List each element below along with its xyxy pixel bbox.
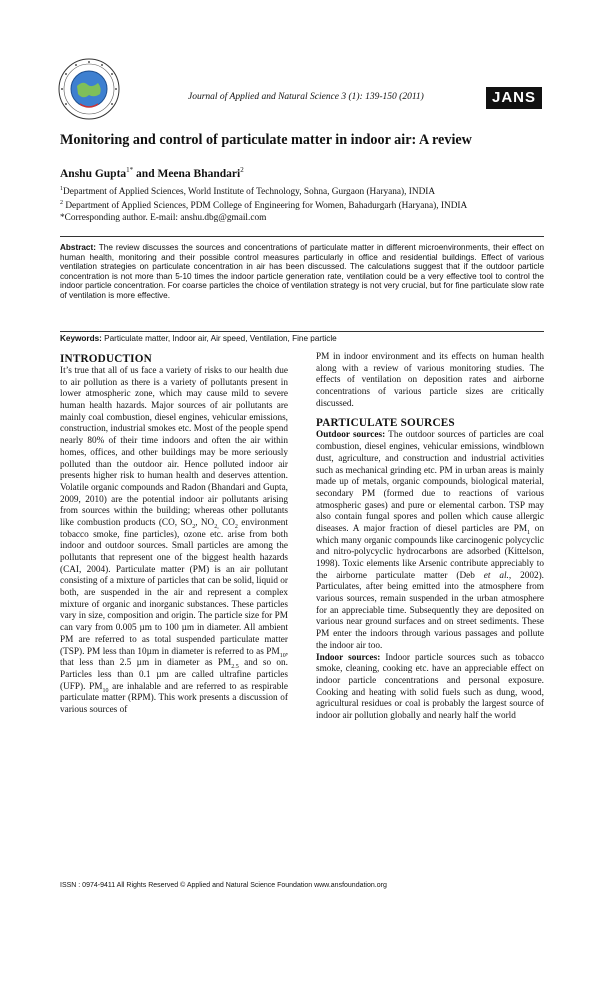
section-heading: PARTICULATE SOURCES xyxy=(316,417,455,430)
subsection-label: Outdoor sources: xyxy=(316,430,386,441)
journal-logo xyxy=(58,58,120,120)
author-name: Anshu Gupta xyxy=(60,167,127,180)
corresponding-author: *Corresponding author. E-mail: anshu.dbg@gmail.com xyxy=(60,213,267,223)
keywords-text: Particulate matter, Indoor air, Air speed, Ventilation, Fine particle xyxy=(101,334,337,343)
left-column xyxy=(60,352,288,717)
body-paragraph: PM in indoor environment and its effects on human health along with a review of various monitoring studies. The effects of ventilation on deposition rates and airborne concentrations of various particle sizes are critically discussed. xyxy=(316,352,544,409)
right-column xyxy=(316,352,544,723)
journal-citation: Journal of Applied and Natural Science 3 (1): 139-150 (2011) xyxy=(188,92,424,102)
divider xyxy=(60,236,544,237)
author-name: Meena Bhandari xyxy=(157,167,241,180)
body-paragraph: Outdoor sources: The outdoor sources of particles are coal combustion, diesel engines, vehicular emissions, windblown dust, agriculture, and construction and industrial activities such as mechanical grinding etc. PM in urban areas is mainly made up of metals, organic compounds, biological material, secondary PM (formed due to reactions of various atmospheric gases) and pure or elemental carbon. TSP may also contain fungal spores and pollen which cause allergic diseases. A major fraction of diesel particles are $PM_1$ on which many organic compounds like carcinogenic polycyclic and nitro-polycyclic hydrocarbons are adsorbed (Kittelson, 1998). Toxic elements like Arsenic contribute appreciably to the airborne particulate matter (Deb et al., 2002). Particulates, after being emitted into the atmosphere from various sources, remain suspended in the urban atmosphere for an appreciable time. Subsequently they are deposited on various near ground surfaces and on street sediments. These PM enter the indoors through various passages and pollute the indoor air too. xyxy=(316,430,545,651)
body-paragraph: It’s true that all of us face a variety of risks to our health due to air pollution as there is a variety of pollutants present in lower atmospheric zone, which may cause mild to severe human health hazards. Major sources of air pollutants are mainly coal combustion, diesel engines, vehicular emissions, construction, industrial smokes etc. Most of the people spend nearly 80% of their time indoors and often the air within homes, offices, and other buildings may be more seriously polluted than the outdoor air. Hence polluted indoor air presents higher risk to human health and deserves attention. Volatile organic compounds and Radon (Bhandari and Gupta, 2009, 2010) are the potential indoor air pollutants arising from sources within the building; whereas other pollutants like combustion products (CO, $SO_2$, $NO_{2,}$ $CO_2$ environment tobacco smoke, fine particles), ozone etc. arise from both indoor and outdoor sources. Small particles are among the pollutants that represent one of the biggest health hazards (CAI, 2004). Particulate matter (PM) is an air pollutant consisting of a mixture of particles that can be solid, liquid or both, are suspended in the air and represent a complex mixture of organic and inorganic substances. These particles vary in size, composition and origin. The particle size for PM can vary from 0.005 µm to 100 µm in diameter. All ambient PM are referred to as total suspended particulate matter (TSP). PM less than 10µm in diameter is referred to as $PM_{10}$, that less than 2.5 µm in diameter as $PM_{2.5}$ and so on. Particles less than 0.1 µm are called ultrafine particles (UFP). $PM_{10}$ are inhalable and are referred to as respirable particulate matter (RPM). This work presents a discussion of various sources of xyxy=(60,366,288,715)
divider xyxy=(60,331,544,332)
author-sup: 1* xyxy=(126,166,134,174)
paper-title: Monitoring and control of particulate matter in indoor air: A review xyxy=(60,132,472,148)
journal-badge: JANS xyxy=(486,87,542,109)
author-conjunction: and xyxy=(133,167,158,180)
abstract xyxy=(60,243,544,301)
authors xyxy=(60,166,244,180)
affiliation: $^2$ Department of Applied Sciences, PDM College of Engineering for Women, Bahadurgarh (Haryana), INDIA xyxy=(60,200,468,212)
author-sup: 2 xyxy=(240,166,244,174)
abstract-label: Abstract: xyxy=(60,243,96,252)
body-paragraph: Indoor sources: Indoor particle sources such as tobacco smoke, cleaning, cooking etc. have an appreciable effect on indoor particle concentrations and personal exposure. Cooking and heating with solid fuels such as dung, wood, agricultural residues or coal is probably the largest source of indoor air pollution globally and nearly half the world xyxy=(316,652,545,721)
keywords xyxy=(60,334,544,343)
affiliation: $^1$Department of Applied Sciences, World Institute of Technology, Sohna, Gurgaon (Haryana), INDIA xyxy=(60,186,436,198)
page-footer: ISSN : 0974-9411 All Rights Reserved © Applied and Natural Science Foundation www.ansfoundation.org xyxy=(60,882,387,889)
keywords-label: Keywords: xyxy=(60,334,102,343)
abstract-text: The review discusses the sources and concentrations of particulate matter in different microenvironments, their effect on human health, monitoring and their possible control measures particularly in office and residential buildings. Effect of various ventilation strategies on particulate concentration in air has been discussed. The calculations suggest that if the outdoor particle concentration is not more than 5-10 times the indoor particle generation rate, ventilation could be a very effective tool to control the indoor particle concentration. For coarse particles the choice of ventilation strategy is not very crucial, but for fine particulate slow rate of ventilation is more effective. xyxy=(60,243,544,300)
section-heading: INTRODUCTION xyxy=(60,353,152,365)
subsection-label: Indoor sources: xyxy=(316,652,381,663)
